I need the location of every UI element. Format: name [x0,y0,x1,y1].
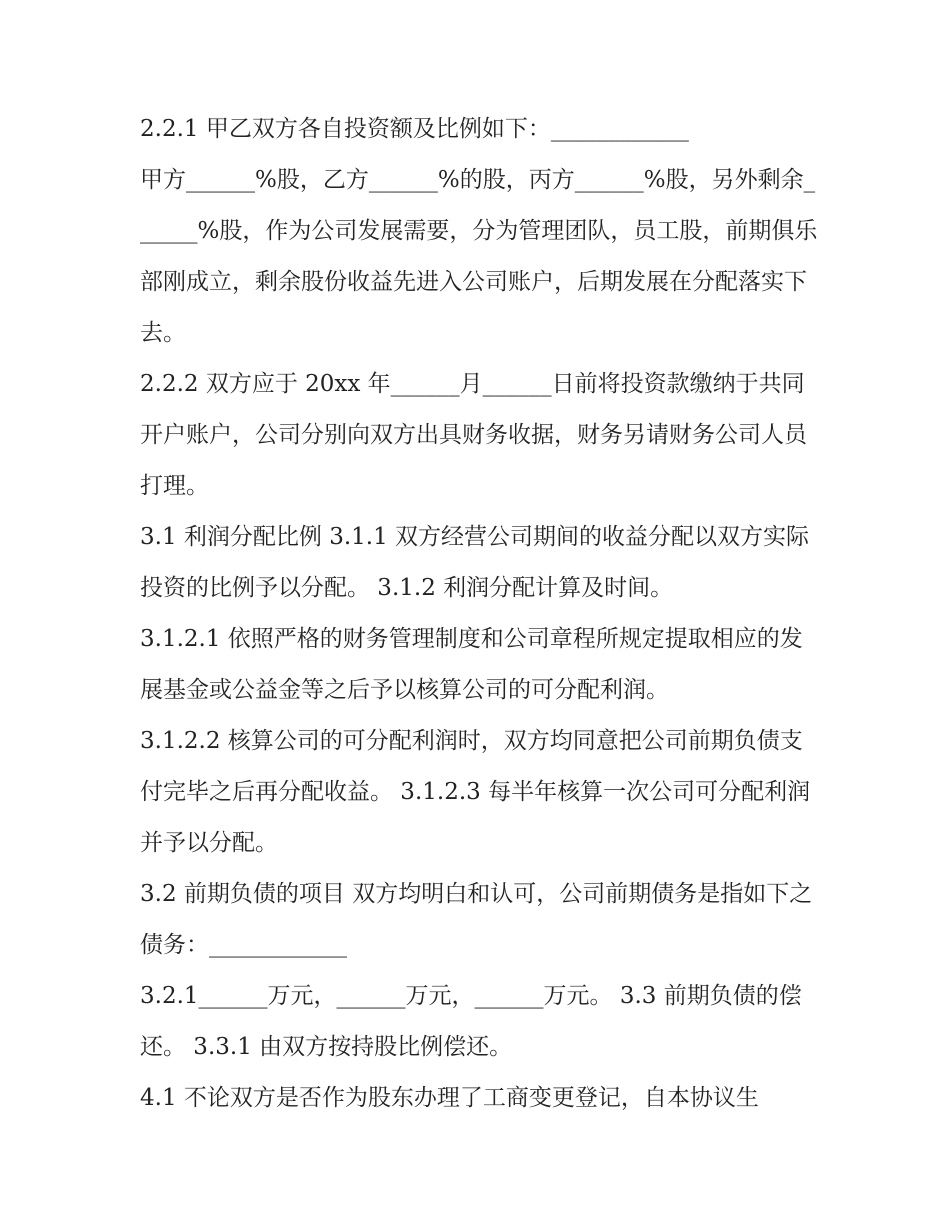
clause-3-2: 3.2 前期负债的项目 双方均明白和认可，公司前期债务是指如下之债务：____________ [140,881,813,958]
clause-3-1-2-2: 3.1.2.2 核算公司的可分配利润时，双方均同意把公司前期负债支付完毕之后再分配收益。 3.1.2.3 每半年核算一次公司可分配利润并予以分配。 [140,728,811,856]
clause-3-2-1: 3.2.1______万元，______万元，______万元。 3.3 前期负债的偿还。 3.3.1 由双方按持股比例偿还。 [140,983,802,1060]
document-page [140,104,820,1124]
clause-3-1: 3.1 利润分配比例 3.1.1 双方经营公司期间的收益分配以双方实际投资的比例予以分配。 3.1.2 利润分配计算及时间。 [140,524,810,601]
share-ratio-paragraph: 甲方______%股，乙方______%的股，丙方______%股，另外剩余______%股，作为公司发展需要，分为管理团队，员工股，前期俱乐部刚成立，剩余股份收益先进入公司账户，后期发展在分配落实下去。 [140,167,818,346]
clause-4-1: 4.1 不论双方是否作为股东办理了工商变更登记，自本协议生 [140,1085,759,1111]
clause-2-2-2: 2.2.2 双方应于 20xx 年______月______日前将投资款缴纳于共同开户账户，公司分别向双方出具财务收据，财务另请财务公司人员打理。 [140,371,807,499]
clause-2-2-1: 2.2.1 甲乙双方各自投资额及比例如下：____________ [140,116,689,142]
clause-3-1-2-1: 3.1.2.1 依照严格的财务管理制度和公司章程所规定提取相应的发展基金或公益金等之后予以核算公司的可分配利润。 [140,626,803,703]
